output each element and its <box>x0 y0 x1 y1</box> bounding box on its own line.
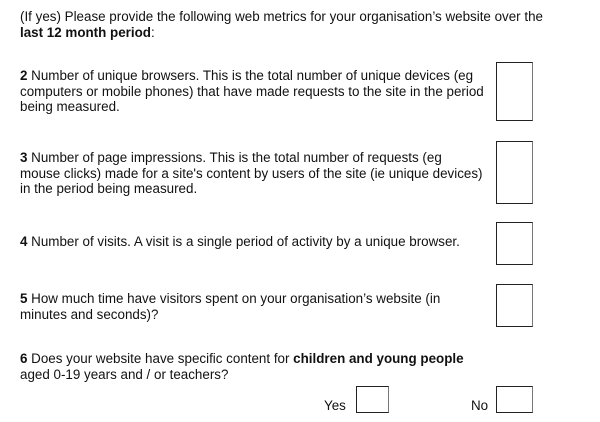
question-text: Number of visits. A visit is a single period of activity by a unique browser. <box>27 234 460 249</box>
question-2 <box>20 68 485 115</box>
question-4 <box>20 234 485 250</box>
answer-box-q5[interactable] <box>496 284 533 327</box>
yes-checkbox[interactable] <box>356 386 389 413</box>
question-text: How much time have visitors spent on your organisation’s website (in minutes and seconds)? <box>20 291 441 322</box>
answer-box-q3[interactable] <box>496 141 533 204</box>
intro-text <box>20 9 600 40</box>
no-label: No <box>471 398 489 413</box>
question-text-end: aged 0-19 years and / or teachers? <box>20 366 229 382</box>
question-number: 6 <box>20 351 28 366</box>
question-number: 4 <box>20 234 28 249</box>
answer-box-q2[interactable] <box>496 62 533 121</box>
no-checkbox[interactable] <box>496 386 533 413</box>
question-bold: children and young people <box>293 351 464 366</box>
question-number: 2 <box>20 68 28 83</box>
question-text: Does your website have specific content for <box>27 351 294 366</box>
question-5 <box>20 291 485 322</box>
intro-suffix: : <box>150 24 155 40</box>
question-6 <box>20 351 485 382</box>
yes-label: Yes <box>324 398 346 413</box>
question-text: Number of page impressions. This is the total number of requests (eg mouse clicks) made for a site's content by users of the site (ie unique devices) in the period being measured. <box>20 150 483 196</box>
intro-bold: last 12 month period <box>20 24 151 40</box>
question-number: 5 <box>20 291 28 306</box>
question-number: 3 <box>20 150 28 165</box>
intro-line: (If yes) Please provide the following web metrics for your organisation’s website over the <box>20 9 543 24</box>
question-text: Number of unique browsers. This is the total number of unique devices (eg computers or mobile phones) that have made requests to the site in the period being measured. <box>20 68 484 114</box>
answer-box-q4[interactable] <box>496 222 533 265</box>
question-3 <box>20 150 485 197</box>
